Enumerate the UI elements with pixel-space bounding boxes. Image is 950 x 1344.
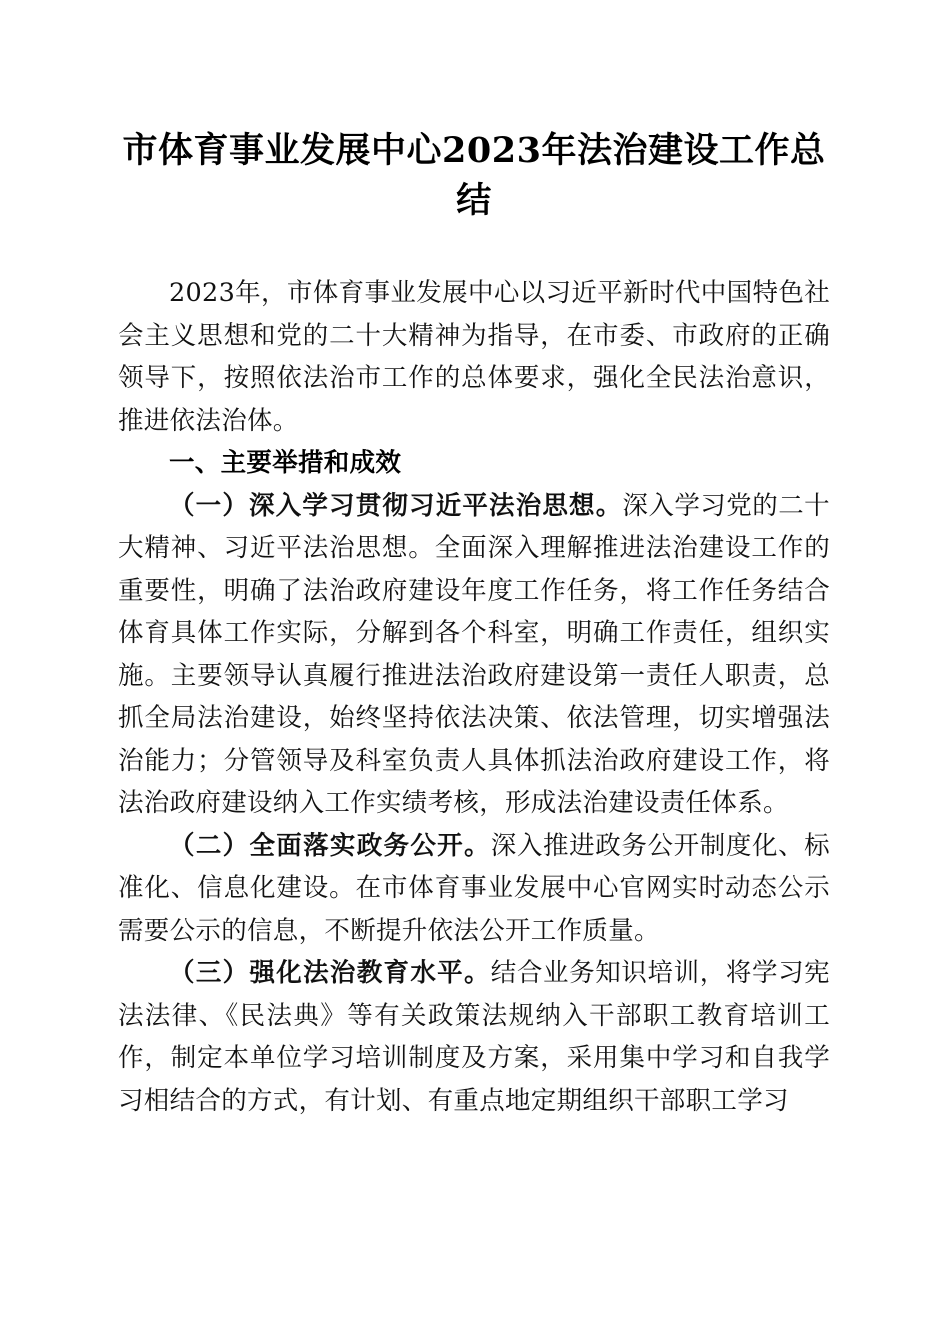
item-paragraph-2	[118, 825, 830, 953]
document-content	[118, 0, 830, 1122]
item-2-lead-in: （二）全面落实政务公开。	[169, 830, 491, 861]
item-paragraph-1	[118, 485, 830, 825]
document-title: 市体育事业发展中心2023年法治建设工作总结	[122, 130, 826, 221]
item-1-lead-in: （一）深入学习贯彻习近平法治思想。	[169, 490, 623, 521]
item-2-body-text: 深入推进政务公开制度化、标准化、信息化建设。在市体育事业发展中心官网实时动态公示需要公示的信息，不断提升依法公开工作质量。	[118, 830, 830, 946]
item-3-body-text: 结合业务知识培训，将学习宪法法律、《民法典》等有关政策法规纳入干部职工教育培训工作，制定本单位学习培训制度及方案，采用集中学习和自我学习相结合的方式，有计划、有重点地定期组织干部职工学习	[118, 958, 830, 1116]
intro-paragraph: 2023年，市体育事业发展中心以习近平新时代中国特色社会主义思想和党的二十大精神为指导，在市委、市政府的正确领导下，按照依法治市工作的总体要求，强化全民法治意识，推进依法治体。	[118, 278, 830, 436]
item-paragraph-3	[118, 952, 830, 1122]
section-heading-main-measures: 一、主要举措和成效	[169, 449, 402, 477]
item-1-body-text: 深入学习党的二十大精神、习近平法治思想。全面深入理解推进法治建设工作的重要性，明确了法治政府建设年度工作任务，将工作任务结合体育具体工作实际，分解到各个科室，明确工作责任，组织实施。主要领导认真履行推进法治政府建设第一责任人职责，总抓全局法治建设，始终坚持依法决策、依法管理，切实增强法治能力；分管领导及科室负责人具体抓法治政府建设工作，将法治政府建设纳入工作实绩考核，形成法治建设责任体系。	[118, 490, 830, 818]
item-3-lead-in: （三）强化法治教育水平。	[169, 958, 491, 988]
